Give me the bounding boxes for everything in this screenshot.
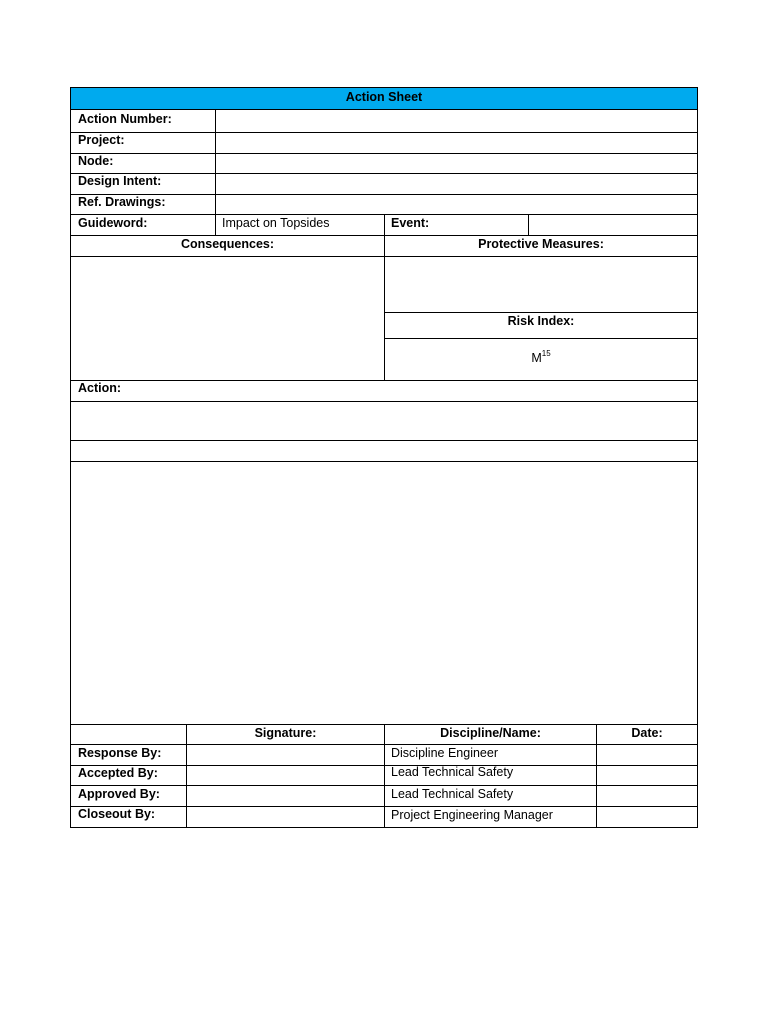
closeout-by-date[interactable] [598,807,696,827]
ref-drawings-label: Ref. Drawings: [78,195,166,209]
form-title: Action Sheet [345,90,423,104]
action-label: Action: [78,381,122,395]
response-by-date[interactable] [598,745,696,764]
row-divider [71,380,697,381]
consequences-field[interactable] [72,257,383,379]
event-label: Event: [391,216,430,230]
approved-by-label: Approved By: [78,787,160,801]
closeout-by-label: Closeout By: [78,807,156,821]
response-by-discipline: Discipline Engineer [391,746,499,760]
node-field[interactable] [217,154,695,172]
signature-header: Signature: [254,726,317,740]
action-sheet-form [70,87,698,828]
design-intent-label: Design Intent: [78,174,162,188]
accepted-by-date[interactable] [598,766,696,784]
approved-by-signature[interactable] [188,786,383,805]
accepted-by-label: Accepted By: [78,766,158,780]
action-details-area[interactable] [72,462,696,723]
consequences-header: Consequences: [180,237,275,251]
action-number-field[interactable] [217,111,695,131]
row-divider [384,338,697,339]
closeout-by-signature[interactable] [188,807,383,827]
project-field[interactable] [217,133,695,152]
approved-by-discipline: Lead Technical Safety [391,787,514,801]
risk-index-value[interactable]: $M^{15}$ [531,349,551,365]
column-divider [528,214,529,235]
node-label: Node: [78,154,114,168]
row-divider [384,312,697,313]
guideword-value[interactable]: Impact on Topsides [222,216,330,230]
risk-index-header: Risk Index: [507,314,575,328]
discipline-name-header: Discipline/Name: [440,726,541,740]
project-label: Project: [78,133,125,147]
approved-by-date[interactable] [598,786,696,805]
response-by-label: Response By: [78,746,162,760]
closeout-by-discipline: Project Engineering Manager [391,808,553,822]
protective-measures-header: Protective Measures: [478,237,604,251]
design-intent-field[interactable] [217,174,695,193]
response-by-signature[interactable] [188,745,383,764]
accepted-by-discipline: Lead Technical Safety [391,765,514,779]
action-field[interactable] [72,402,696,439]
column-divider [215,110,216,236]
date-header: Date: [631,726,663,740]
accepted-by-signature[interactable] [188,766,383,784]
ref-drawings-field[interactable] [217,195,695,213]
guideword-label: Guideword: [78,216,148,230]
event-field[interactable] [530,215,696,234]
title-bar [71,88,697,110]
action-field-secondary[interactable] [72,441,696,460]
action-number-label: Action Number: [78,112,172,126]
protective-measures-field[interactable] [386,257,696,311]
